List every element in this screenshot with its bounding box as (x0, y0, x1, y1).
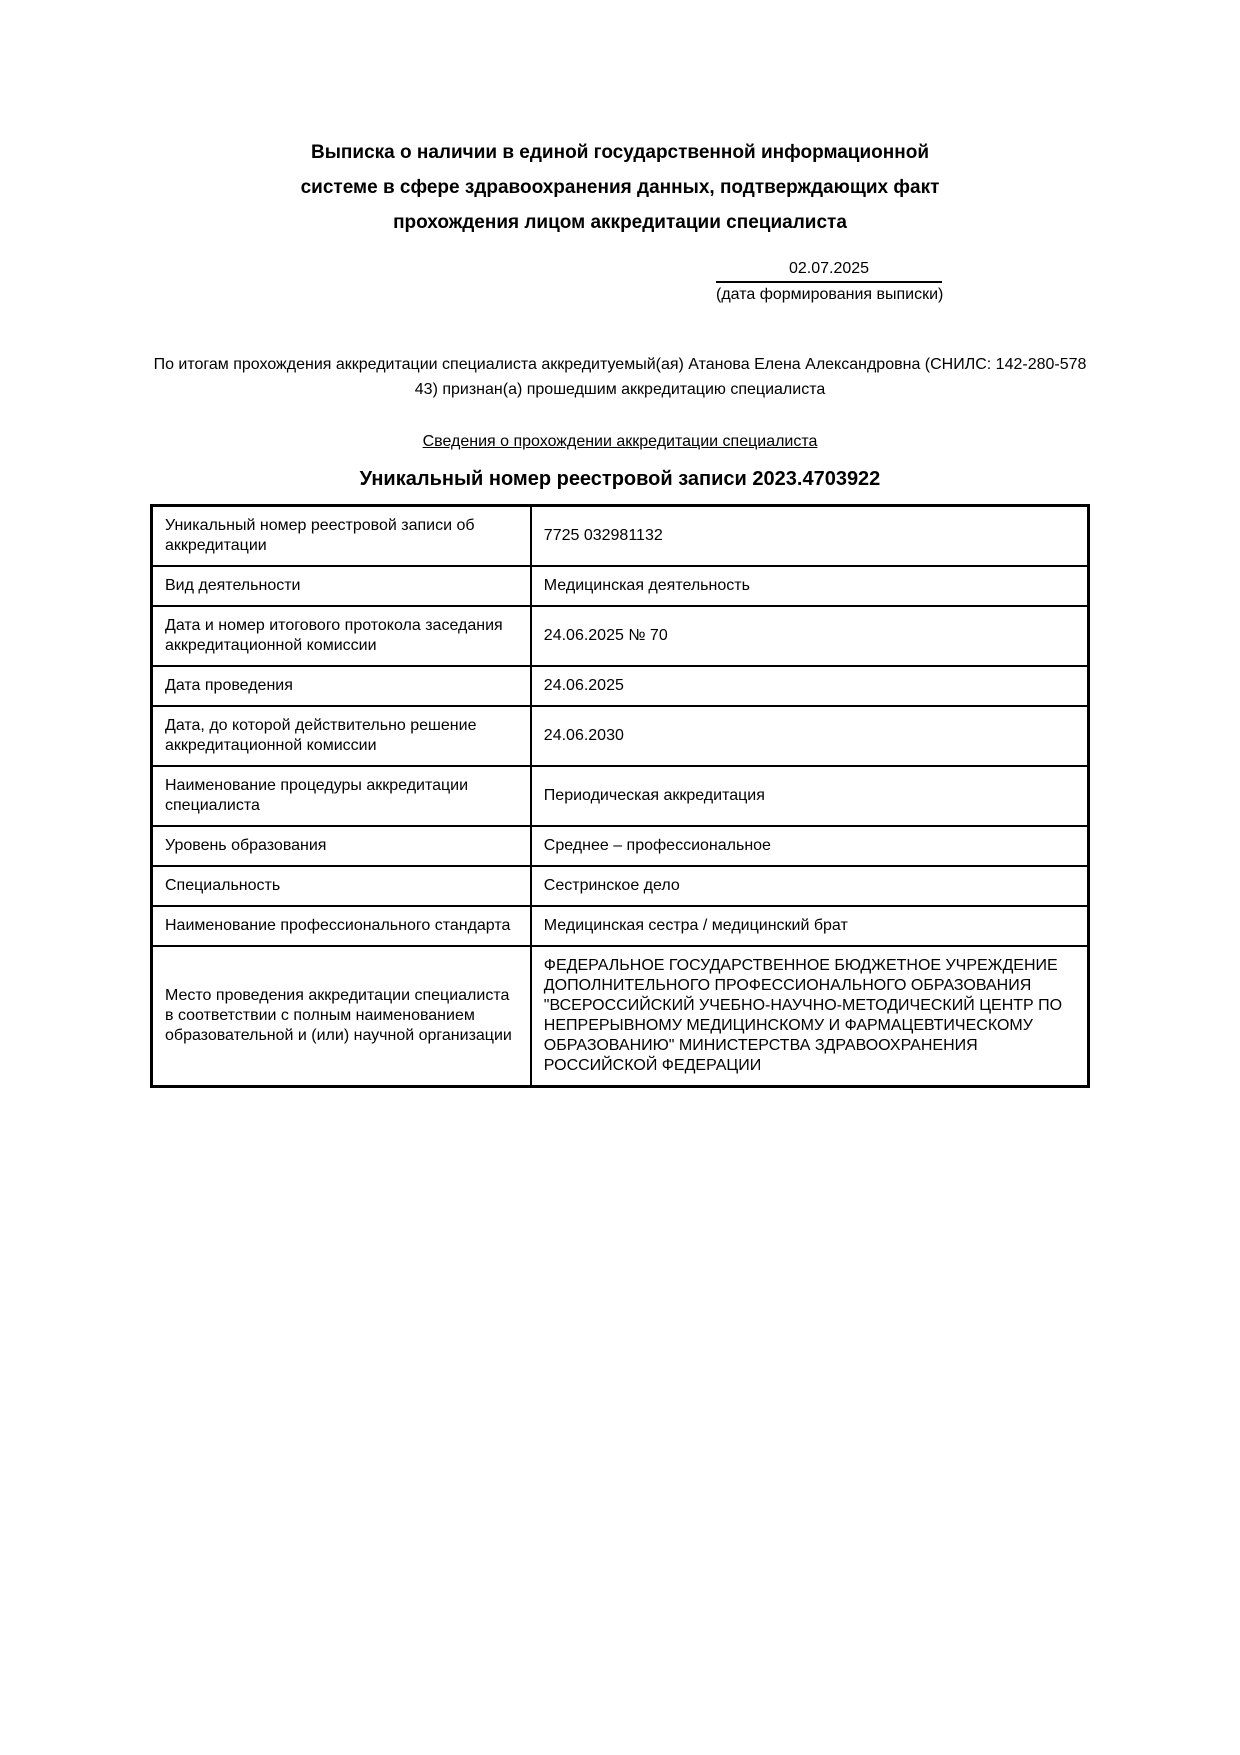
row-value: 24.06.2030 (531, 706, 1089, 766)
registry-number-heading: Уникальный номер реестровой записи 2023.4703922 (359, 468, 881, 490)
row-label: Дата проведения (152, 666, 531, 706)
table-row (152, 506, 1089, 567)
table-row (152, 826, 1089, 866)
row-label: Вид деятельности (152, 566, 531, 606)
row-label: Уникальный номер реестровой записи об аккредитации (152, 506, 531, 567)
row-label: Наименование процедуры аккредитации специалиста (152, 766, 531, 826)
row-label: Уровень образования (152, 826, 531, 866)
accreditation-details-table (150, 504, 1090, 1088)
document-title-line: системе в сфере здравоохранения данных, подтверждающих факт (300, 177, 940, 198)
row-value: Сестринское дело (531, 866, 1089, 906)
table-row (152, 766, 1089, 826)
table-row (152, 906, 1089, 946)
intro-paragraph (0, 352, 1240, 402)
row-label: Специальность (152, 866, 531, 906)
table-row (152, 706, 1089, 766)
row-value: Периодическая аккредитация (531, 766, 1089, 826)
extract-date-block (716, 260, 942, 304)
table-row (152, 606, 1089, 666)
row-label: Дата и номер итогового протокола заседания аккредитационной комиссии (152, 606, 531, 666)
row-value: ФЕДЕРАЛЬНОЕ ГОСУДАРСТВЕННОЕ БЮДЖЕТНОЕ УЧРЕЖДЕНИЕ ДОПОЛНИТЕЛЬНОГО ПРОФЕССИОНАЛЬНОГО ОБРАЗОВАНИЯ "ВСЕРОССИЙСКИЙ УЧЕБНО-НАУЧНО-МЕТОДИЧЕСКИЙ ЦЕНТР ПО НЕПРЕРЫВНОМУ МЕДИЦИНСКОМУ И ФАРМАЦЕВТИЧЕСКОМУ ОБРАЗОВАНИЮ" МИНИСТЕРСТВА ЗДРАВООХРАНЕНИЯ РОССИЙСКОЙ ФЕДЕРАЦИИ (531, 946, 1089, 1087)
extract-date-value: 02.07.2025 (716, 260, 942, 283)
row-value: Среднее – профессиональное (531, 826, 1089, 866)
row-label: Дата, до которой действительно решение аккредитационной комиссии (152, 706, 531, 766)
extract-date-caption: (дата формирования выписки) (716, 286, 944, 303)
intro-paragraph-line: По итогам прохождения аккредитации специалиста аккредитуемый(ая) Атанова Елена Александровна (СНИЛС: 142-280-578 (153, 356, 1087, 373)
row-value: Медицинская деятельность (531, 566, 1089, 606)
row-label: Наименование профессионального стандарта (152, 906, 531, 946)
document-title (0, 0, 1240, 240)
intro-paragraph-line: 43) признан(а) прошедшим аккредитацию специалиста (414, 381, 826, 398)
row-value: Медицинская сестра / медицинский брат (531, 906, 1089, 946)
table-row (152, 566, 1089, 606)
row-value: 24.06.2025 (531, 666, 1089, 706)
table-row (152, 866, 1089, 906)
row-label: Место проведения аккредитации специалиста в соответствии с полным наименованием образовательной и (или) научной организации (152, 946, 531, 1087)
document-title-line: Выписка о наличии в единой государственной информационной (310, 142, 930, 163)
table-row (152, 946, 1089, 1087)
section-heading: Сведения о прохождении аккредитации специалиста (422, 433, 818, 450)
row-value: 24.06.2025 № 70 (531, 606, 1089, 666)
row-value: 7725 032981132 (531, 506, 1089, 567)
document-title-line: прохождения лицом аккредитации специалиста (393, 212, 847, 233)
table-row (152, 666, 1089, 706)
